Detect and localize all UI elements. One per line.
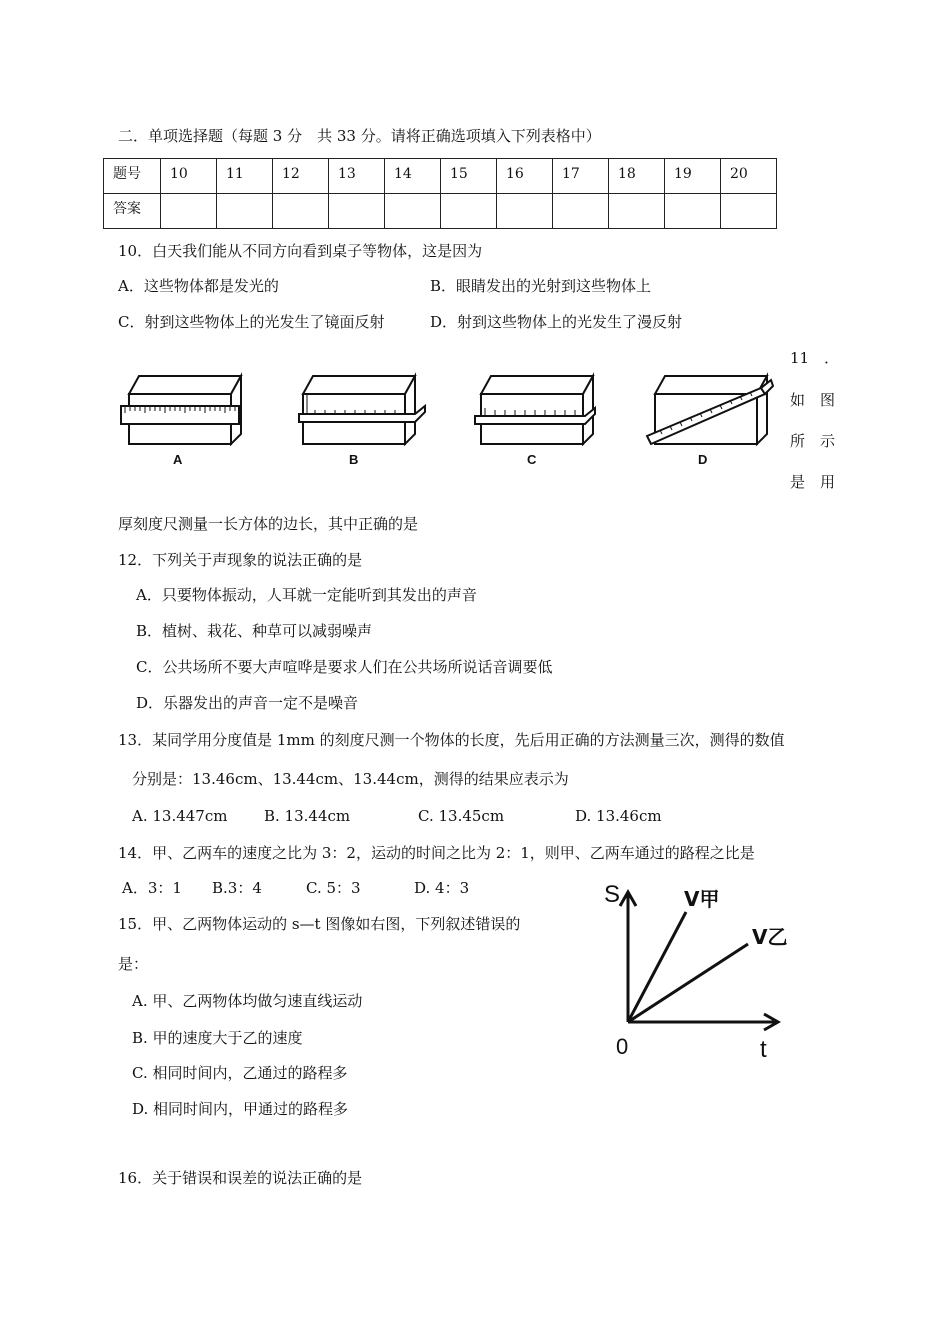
answer-cell[interactable]: [217, 194, 273, 229]
q14-stem: 14．甲、乙两车的速度之比为 3：2，运动的时间之比为 2：1，则甲、乙两车通过的路程之比是: [118, 844, 755, 862]
figure-label-d: D: [698, 452, 708, 467]
q15-option-c: C. 相同时间内，乙通过的路程多: [132, 1064, 348, 1082]
figure-label-a: A: [173, 452, 183, 467]
table-cell-number: 15: [441, 159, 497, 194]
q12-option-a: A．只要物体振动，人耳就一定能听到其发出的声音: [136, 586, 477, 604]
ruler-figures: [115, 366, 775, 478]
table-cell-number: 14: [385, 159, 441, 194]
q10-option-b: B．眼睛发出的光射到这些物体上: [430, 277, 652, 295]
q10-option-d: D．射到这些物体上的光发生了漫反射: [430, 313, 683, 331]
q15-stem-line-2: 是：: [118, 955, 149, 973]
table-row: [104, 159, 777, 194]
q15-option-d: D. 相同时间内，甲通过的路程多: [132, 1100, 349, 1118]
q12-option-c: C．公共场所不要大声喧哗是要求人们在公共场所说话音调要低: [136, 658, 553, 676]
q11-side-text-2: 所 示: [790, 432, 836, 450]
figure-c: [475, 376, 595, 444]
figure-a: [121, 376, 241, 444]
q10-option-a: A．这些物体都是发光的: [118, 277, 279, 295]
answer-cell[interactable]: [441, 194, 497, 229]
q14-option-d: D. 4：3: [414, 879, 470, 897]
table-cell-number: 19: [665, 159, 721, 194]
q10-stem: 10．白天我们能从不同方向看到桌子等物体，这是因为: [118, 242, 483, 260]
figure-label-c: C: [527, 452, 537, 467]
table-cell-number: 13: [329, 159, 385, 194]
q12-stem: 12．下列关于声现象的说法正确的是: [118, 551, 363, 569]
q13-stem-line-2: 分别是：13.46cm、13.44cm、13.44cm，测得的结果应表示为: [132, 770, 569, 788]
q10-option-c: C．射到这些物体上的光发生了镜面反射: [118, 313, 385, 331]
answer-cell[interactable]: [161, 194, 217, 229]
q12-option-b: B．植树、栽花、种草可以减弱噪声: [136, 622, 373, 640]
answer-table: [103, 158, 777, 229]
q16-stem: 16．关于错误和误差的说法正确的是: [118, 1169, 363, 1187]
table-cell-label: 题号: [104, 159, 161, 194]
q11-stem: 厚刻度尺测量一长方体的边长，其中正确的是: [118, 515, 419, 533]
figure-d: [647, 376, 773, 444]
answer-cell[interactable]: [553, 194, 609, 229]
answer-cell[interactable]: [721, 194, 777, 229]
q15-stem-line-1: 15．甲、乙两物体运动的 s—t 图像如右图，下列叙述错误的: [118, 915, 521, 933]
st-graph: [588, 872, 818, 1072]
t-axis-label: t: [760, 1036, 767, 1063]
line-yi: [628, 944, 748, 1022]
answer-cell[interactable]: [497, 194, 553, 229]
table-cell-number: 10: [161, 159, 217, 194]
q11-side-text-3: 是 用: [790, 473, 836, 491]
answer-cell[interactable]: [665, 194, 721, 229]
q14-option-b: B.3：4: [212, 879, 262, 897]
q11-side-text-1: 如 图: [790, 391, 836, 409]
figure-label-b: B: [349, 452, 359, 467]
table-cell-number: 20: [721, 159, 777, 194]
answer-cell[interactable]: [385, 194, 441, 229]
figure-b: [299, 376, 425, 444]
table-cell-number: 16: [497, 159, 553, 194]
q15-option-a: A. 甲、乙两物体均做匀速直线运动: [132, 992, 363, 1010]
q13-option-b: B. 13.44cm: [264, 807, 351, 825]
table-cell-number: 11: [217, 159, 273, 194]
table-row: [104, 194, 777, 229]
answer-cell[interactable]: [609, 194, 665, 229]
q13-option-c: C. 13.45cm: [418, 807, 505, 825]
q13-option-d: D. 13.46cm: [575, 807, 662, 825]
origin-label: 0: [616, 1034, 629, 1059]
q13-option-a: A. 13.447cm: [132, 807, 228, 825]
line-jia-label: V甲: [684, 887, 720, 911]
answer-cell[interactable]: [273, 194, 329, 229]
section-heading: 二．单项选择题（每题 3 分 共 33 分。请将正确选项填入下列表格中）: [118, 127, 601, 145]
q15-option-b: B. 甲的速度大于乙的速度: [132, 1029, 303, 1047]
q12-option-d: D．乐器发出的声音一定不是噪音: [136, 694, 359, 712]
line-yi-label: V乙: [752, 925, 788, 949]
q14-option-c: C. 5：3: [306, 879, 361, 897]
line-jia: [628, 912, 686, 1022]
answer-cell[interactable]: [329, 194, 385, 229]
q14-option-a: A．3：1: [122, 879, 182, 897]
q11-side-number: 11 ．: [790, 349, 840, 367]
table-cell-number: 18: [609, 159, 665, 194]
table-cell-label: 答案: [104, 194, 161, 229]
q13-stem-line-1: 13．某同学用分度值是 1mm 的刻度尺测一个物体的长度，先后用正确的方法测量三次，测得的数值: [118, 731, 785, 749]
table-cell-number: 17: [553, 159, 609, 194]
s-axis-label: S: [604, 881, 621, 908]
table-cell-number: 12: [273, 159, 329, 194]
